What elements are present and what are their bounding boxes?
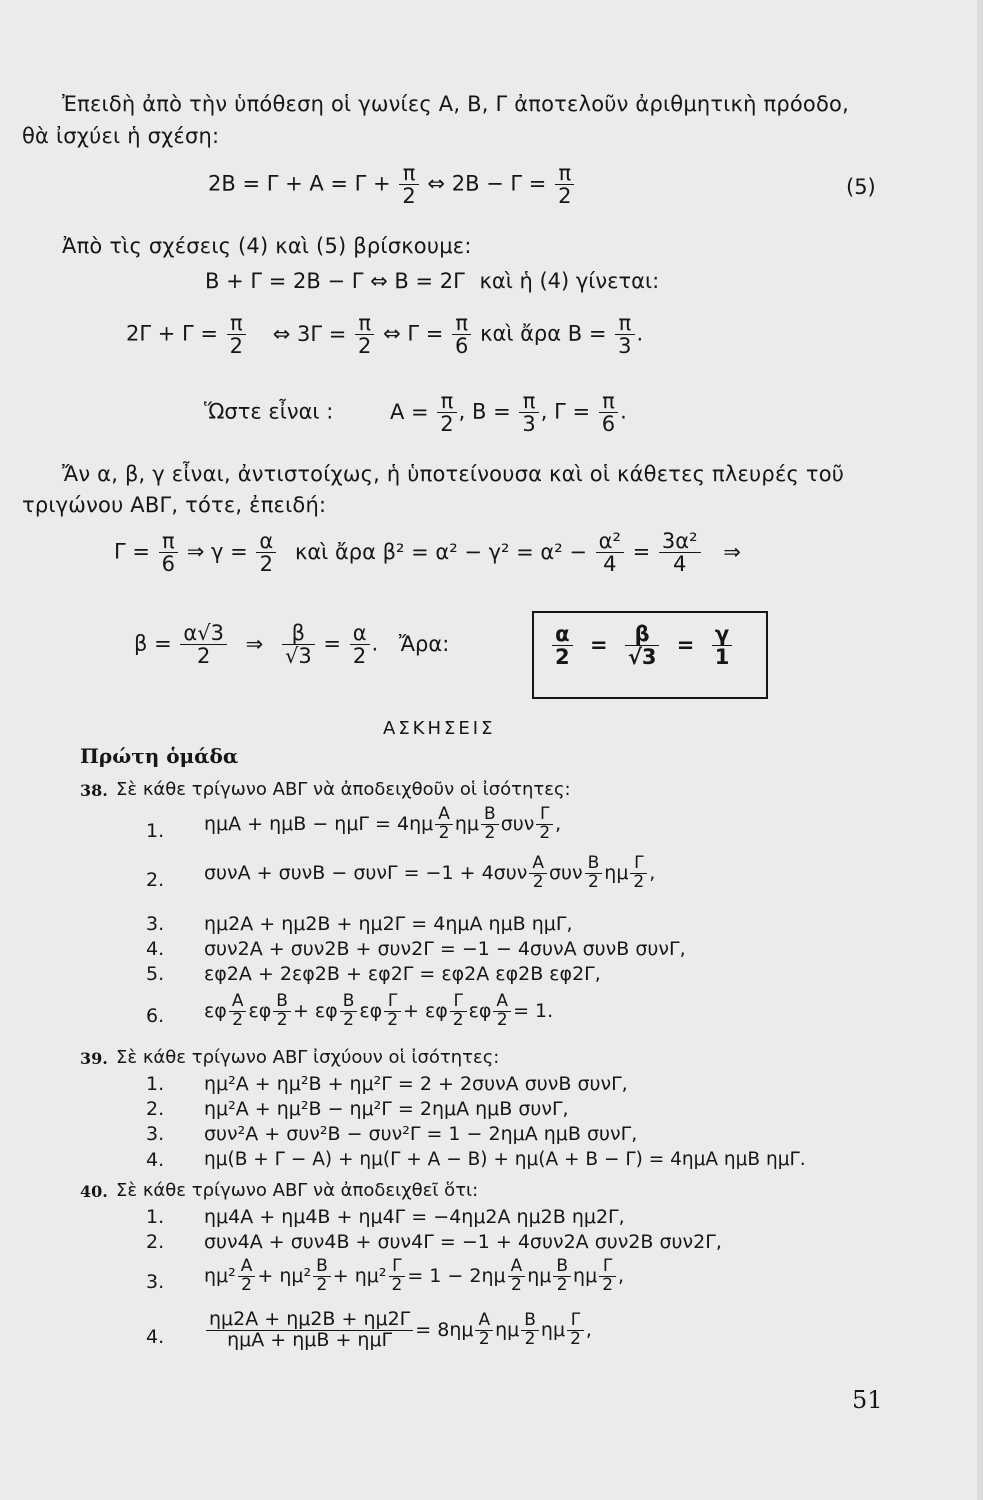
ex39-item-3-num: 3. [146, 1123, 165, 1145]
eq-gamma-mid: καὶ ἄρα β² = α² − γ² = α² − [294, 539, 587, 564]
from-relations-text: Ἀπὸ τὶς σχέσεις (4) καὶ (5) βρίσκουμε: [62, 234, 472, 258]
ex38-number: 38. [80, 781, 108, 800]
ex40-item-4: $\frac{\eta\mu 2A + \eta\mu 2B + \eta\mu 2\Gamma}{\text{ημΑ + ημΒ + ημΓ}}$ = 8ημ $\frac{A}{2}$ ημ $\frac{B}{2}$ ημ $\frac{\Gamma}{2}$ , [204, 1310, 592, 1351]
ex40-item-3-num: 3. [146, 1271, 165, 1293]
eq-beta-b: β = [134, 631, 172, 656]
page-number: 51 [852, 1386, 883, 1414]
ex40-item-4-num: 4. [146, 1326, 165, 1348]
ex38-item-1-num: 1. [146, 820, 165, 842]
box-frac-a: $\frac{\alpha}{2}$ [552, 623, 573, 668]
eq-g-b: ⇔ 3Γ = [272, 321, 347, 346]
eq-beta-frac-3: $\frac{\alpha}{2}$ [350, 622, 370, 667]
ex38-item-3-num: 3. [146, 913, 165, 935]
eq-beta-ara: Ἄρα: [398, 631, 450, 656]
therefore-b: , Β = [458, 399, 511, 424]
eq-beta-eq: = [323, 631, 341, 656]
box-frac-g: $\frac{\gamma}{1}$ [712, 623, 733, 668]
ex38-item-4-num: 4. [146, 938, 165, 960]
therefore-line: Ὥστε εἶναι : Α = $\frac{\pi}{2}$ , Β = $\frac{\pi}{3}$ , Γ = $\frac{\pi}{6}$ . [204, 389, 627, 437]
therefore-label: Ὥστε εἶναι : [204, 399, 334, 424]
equation-beta: β = $\frac{\alpha√3}{2}$ ⇒ $\frac{\beta}{√3}$ = $\frac{\alpha}{2}$ . Ἄρα: [134, 621, 450, 669]
ex40-item-2: συν4Α + συν4Β + συν4Γ = −1 + 4συν2Α συν2Β συν2Γ, [204, 1231, 722, 1253]
ex40-item-3: ημ² $\frac{A}{2}$ + ημ² $\frac{B}{2}$ + ημ² $\frac{\Gamma}{2}$ = 1 − 2ημ $\frac{A}{2}$ ημ $\frac{B}{2}$ ημ $\frac{\Gamma}{2}$ , [204, 1256, 625, 1295]
ex38-item-3: ημ2Α + ημ2Β + ημ2Γ = 4ημΑ ημΒ ημΓ, [204, 913, 573, 935]
ex38-item-5: εφ2Α + 2εφ2Β + εφ2Γ = εφ2Α εφ2Β εφ2Γ, [204, 963, 601, 985]
eq-gamma-arrow2: ⇒ [723, 539, 741, 564]
ex38-item-2: συνΑ + συνΒ − συνΓ = −1 + 4συν $\frac{A}{2}$ συν $\frac{B}{2}$ ημ $\frac{\Gamma}{2}$ , [204, 853, 656, 892]
result-box-content: $\frac{\alpha}{2}$ = $\frac{\beta}{√3}$ = $\frac{\gamma}{1}$ [550, 623, 734, 668]
ex39-item-4-num: 4. [146, 1149, 165, 1171]
ex39-number: 39. [80, 1049, 108, 1068]
ex39-title: Σὲ κάθε τρίγωνο ΑΒΓ ἰσχύουν οἱ ἰσότητες: [116, 1047, 500, 1068]
eq-gamma-frac-4: $\frac{\text{3α²}}{4}$ [659, 530, 701, 575]
eq5-mid: 2Β − Γ = [451, 171, 547, 196]
eq-g-frac-1: $\frac{\pi}{2}$ [227, 312, 246, 357]
ex39-item-2: ημ²Α + ημ²Β − ημ²Γ = 2ημΑ ημΒ συνΓ, [204, 1098, 569, 1120]
eq-beta-frac-2: $\frac{\beta}{√3}$ [282, 622, 315, 667]
therefore-c: , Γ = [540, 399, 591, 424]
intro-line-2: θὰ ἰσχύει ἡ σχέση: [22, 124, 220, 148]
ex40-item-1-num: 1. [146, 1206, 165, 1228]
group-title: Πρώτη ὁμάδα [80, 744, 239, 768]
eq-g-a: 2Γ + Γ = [126, 321, 218, 346]
eq-g-d: καὶ ἄρα Β = [480, 321, 607, 346]
exercises-title: ΑΣΚΗΣΕΙΣ [383, 718, 496, 739]
therefore-frac-b: $\frac{\pi}{3}$ [519, 390, 538, 435]
eq5-arrow: ⇔ [427, 171, 446, 196]
ex38-item-6-num: 6. [146, 1005, 165, 1027]
equation-b [205, 269, 659, 293]
ex39-item-4: ημ(Β + Γ − Α) + ημ(Γ + Α − Β) + ημ(Α + Β − Γ) = 4ημΑ ημΒ ημΓ. [204, 1149, 806, 1170]
equation-gamma-solve: 2Γ + Γ = $\frac{\pi}{2}$ ⇔ 3Γ = $\frac{\pi}{2}$ ⇔ Γ = $\frac{\pi}{6}$ καὶ ἄρα Β = $\frac{\pi}{3}$ . [126, 311, 644, 359]
eq-beta-arrow: ⇒ [245, 631, 264, 656]
therefore-frac-c: $\frac{\pi}{6}$ [599, 390, 618, 435]
eq-beta-frac-1: $\frac{\alpha√3}{2}$ [180, 622, 227, 667]
eq5-frac-2: $\frac{\pi}{2}$ [555, 162, 574, 207]
ex38-item-4: συν2Α + συν2Β + συν2Γ = −1 − 4συνΑ συνΒ συνΓ, [204, 938, 686, 960]
ex39-item-1: ημ²Α + ημ²Β + ημ²Γ = 2 + 2συνΑ συνΒ συνΓ, [204, 1073, 628, 1095]
eq-gamma-frac-3: $\frac{\text{α²}}{4}$ [596, 530, 624, 575]
therefore-frac-a: $\frac{\pi}{2}$ [437, 390, 456, 435]
equation-label-5: (5) [846, 175, 876, 199]
eq5-frac-1: $\frac{\pi}{2}$ [399, 162, 418, 207]
ex38-item-5-num: 5. [146, 963, 165, 985]
equation-gamma [114, 530, 741, 575]
eq-b-tail: καὶ ἡ (4) γίνεται: [479, 269, 660, 293]
eq-b-text: Β + Γ = 2Β − Γ ⇔ Β = 2Γ [205, 269, 465, 293]
intro-line-1: Ἐπειδὴ ἀπὸ τὴν ὑπόθεση οἱ γωνίες Α, Β, Γ ἀποτελοῦν ἀριθμητικὴ πρόοδο, [62, 92, 849, 116]
ex38-title: Σὲ κάθε τρίγωνο ΑΒΓ νὰ ἀποδειχθοῦν οἱ ἰσότητες: [116, 779, 571, 800]
box-frac-b: $\frac{\beta}{√3}$ [625, 623, 660, 668]
ex40-number: 40. [80, 1182, 108, 1201]
eq-g-frac-2: $\frac{\pi}{2}$ [355, 312, 374, 357]
page-edge [977, 0, 983, 1500]
ex38-item-2-num: 2. [146, 869, 165, 891]
ex40-item-4-frac: $\frac{\eta\mu 2A + \eta\mu 2B + \eta\mu 2\Gamma}{\text{ημΑ + ημΒ + ημΓ}}$ [206, 1310, 413, 1351]
therefore-a: Α = [389, 399, 429, 424]
para2-line-2: τριγώνου ΑΒΓ, τότε, ἐπειδή: [22, 493, 327, 517]
ex38-item-1: ημΑ + ημΒ − ημΓ = 4ημ $\frac{A}{2}$ ημ $\frac{B}{2}$ συν $\frac{\Gamma}{2}$ , [204, 804, 562, 843]
ex40-title: Σὲ κάθε τρίγωνο ΑΒΓ νὰ ἀποδειχθεῖ ὅτι: [116, 1180, 479, 1201]
eq-g-c: ⇔ Γ = [383, 321, 444, 346]
eq5-left: 2Β = Γ + Α = Γ + [208, 171, 391, 196]
eq-gamma-g: Γ = [114, 539, 150, 564]
eq-gamma-arrow1: ⇒ γ = [186, 539, 248, 564]
ex40-item-2-num: 2. [146, 1231, 165, 1253]
eq-g-frac-3: $\frac{\pi}{6}$ [452, 312, 471, 357]
eq-g-frac-4: $\frac{\pi}{3}$ [615, 312, 634, 357]
para2-line-1: Ἄν α, β, γ εἶναι, ἀντιστοίχως, ἡ ὑποτείνουσα καὶ οἱ κάθετες πλευρές τοῦ [62, 462, 845, 486]
eq-gamma-frac-2: $\frac{\alpha}{2}$ [256, 530, 276, 575]
ex38-item-6: εφ $\frac{A}{2}$ εφ $\frac{B}{2}$ + εφ $\frac{B}{2}$ εφ $\frac{\Gamma}{2}$ + εφ $\frac{\Gamma}{2}$ εφ $\frac{A}{2}$ = 1. [204, 991, 554, 1030]
eq-gamma-eq: = [632, 539, 651, 564]
ex39-item-1-num: 1. [146, 1073, 165, 1095]
ex39-item-3: συν²Α + συν²Β − συν²Γ = 1 − 2ημΑ ημΒ συνΓ, [204, 1123, 638, 1145]
equation-5 [208, 162, 576, 207]
ex39-item-2-num: 2. [146, 1098, 165, 1120]
eq-gamma-frac-1: $\frac{\pi}{6}$ [159, 530, 178, 575]
result-box [532, 611, 768, 699]
ex40-item-1: ημ4Α + ημ4Β + ημ4Γ = −4ημ2Α ημ2Β ημ2Γ, [204, 1206, 625, 1228]
